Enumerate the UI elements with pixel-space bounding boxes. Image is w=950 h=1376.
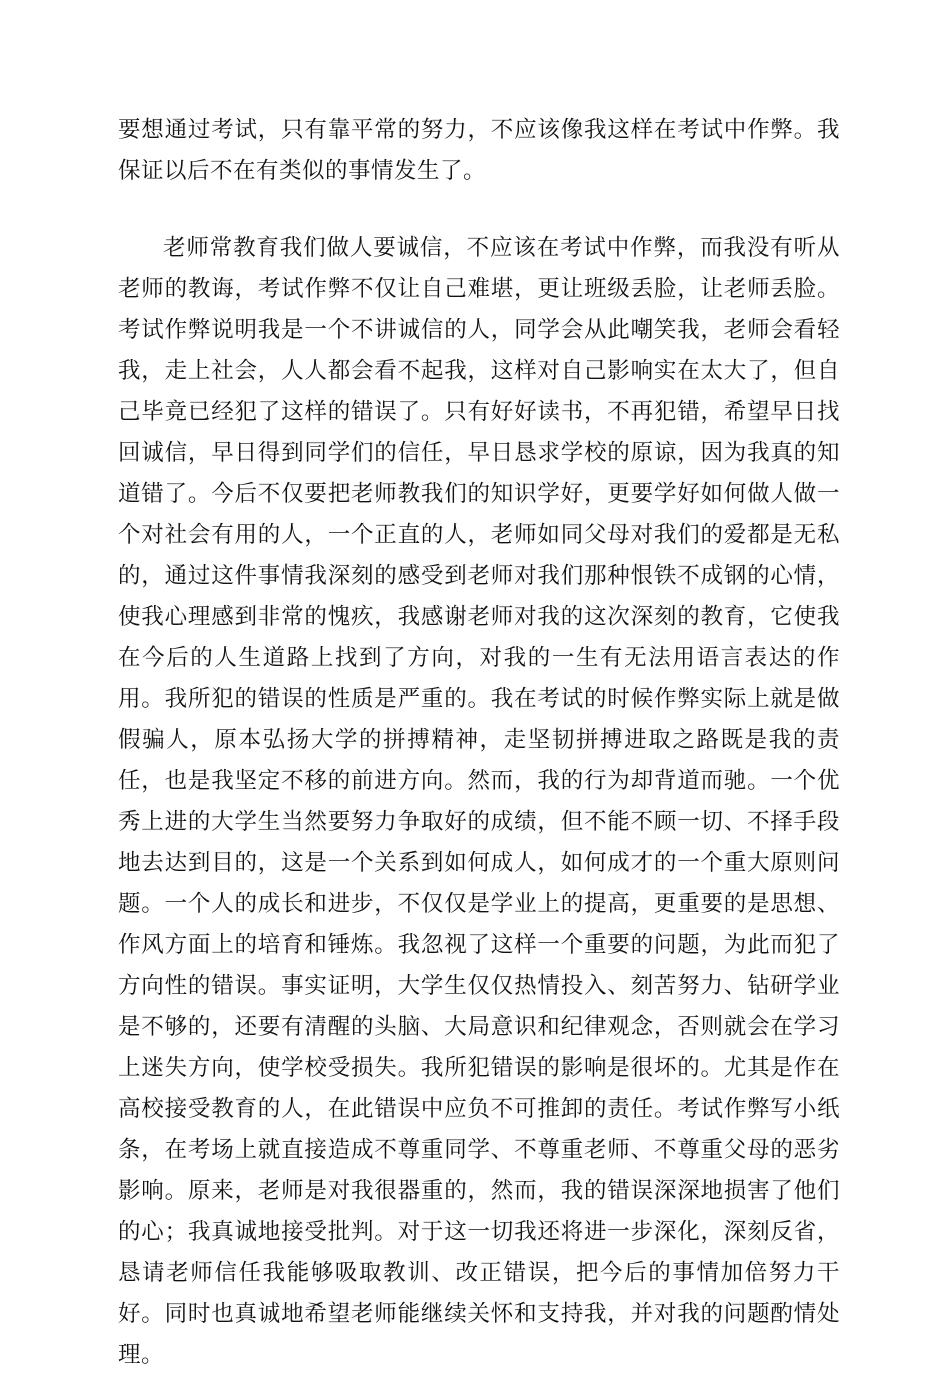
paragraph-2: 老师常教育我们做人要诚信，不应该在考试中作弊，而我没有听从老师的教诲，考试作弊不仅让自己难堪，更让班级丢脸，让老师丢脸。考试作弊说明我是一个不讲诚信的人，同学会从此嘲笑我，老师会看轻我，走上社会，人人都会看不起我，这样对自己影响实在太大了，但自己毕竟已经犯了这样的错误了。只有好好读书，不再犯错，希望早日找回诚信，早日得到同学们的信任，早日恳求学校的原谅，因为我真的知道错了。今后不仅要把老师教我们的知识学好，更要学好如何做人做一个对社会有用的人，一个正直的人，老师如同父母对我们的爱都是无私的，通过这件事情我深刻的感受到老师对我们那种恨铁不成钢的心情，使我心理感到非常的愧疚，我感谢老师对我的这次深刻的教育，它使我在今后的人生道路上找到了方向，对我的一生有无法用语言表达的作用。我所犯的错误的性质是严重的。我在考试的时候作弊实际上就是做假骗人，原本弘扬大学的拼搏精神，走坚韧拼搏进取之路既是我的责任，也是我坚定不移的前进方向。然而，我的行为却背道而驰。一个优秀上进的大学生当然要努力争取好的成绩，但不能不顾一切、不择手段地去达到目的，这是一个关系到如何成人，如何成才的一个重大原则问题。一个人的成长和进步，不仅仅是学业上的提高，更重要的是思想、作风方面上的培育和锤炼。我忽视了这样一个重要的问题，为此而犯了方向性的错误。事实证明，大学生仅仅热情投入、刻苦努力、钻研学业是不够的，还要有清醒的头脑、大局意识和纪律观念，否则就会在学习上迷失方向，使学校受损失。我所犯错误的影响是很坏的。尤其是作在高校接受教育的人，在此错误中应负不可推卸的责任。考试作弊写小纸条，在考场上就直接造成不尊重同学、不尊重老师、不尊重父母的恶劣影响。原来，老师是对我很器重的，然而，我的错误深深地损害了他们的心；我真诚地接受批判。对于这一切我还将进一步深化，深刻反省，恳请老师信任我能够吸取教训、改正错误，把今后的事情加倍努力干好。同时也真诚地希望老师能继续关怀和支持我，并对我的问题酌情处理。 (118, 235, 840, 1368)
paragraph-1: 要想通过考试，只有靠平常的努力，不应该像我这样在考试中作弊。我保证以后不在有类似的事情发生了。 (118, 117, 840, 184)
